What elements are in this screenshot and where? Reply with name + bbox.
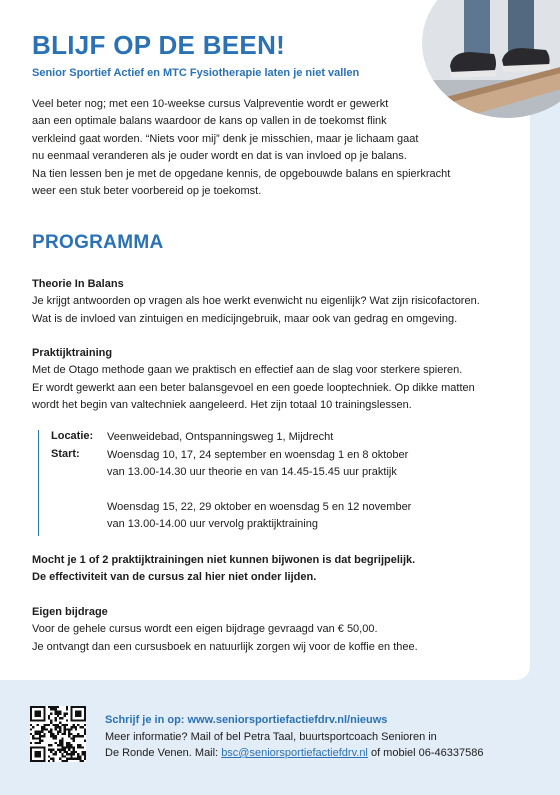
intro-line: nu eenmaal veranderen als je ouder wordt en dat is van invloed op je balans. <box>32 150 407 163</box>
second-dates <box>107 499 411 534</box>
intro-line: Veel beter nog; met een 10-weekse cursus Valpreventie wordt er gewerkt <box>32 98 389 110</box>
bijdrage-title: Eigen bijdrage <box>32 606 108 618</box>
start-line: van 13.00-14.30 uur theorie en van 14.45-15.45 uur praktijk <box>107 466 397 479</box>
intro-line: weer een stuk beter voorbereid op je toekomst. <box>32 185 262 198</box>
intro-paragraph <box>32 96 492 200</box>
theorie-section <box>32 276 522 328</box>
praktijk-section <box>32 345 522 415</box>
contact-prefix: De Ronde Venen. Mail: <box>105 747 222 759</box>
contact-suffix: of mobiel 06-46337586 <box>367 747 484 759</box>
page-subtitle: Senior Sportief Actief en MTC Fysiotherapie laten je niet vallen <box>32 67 360 79</box>
bijdrage-line: Je ontvangt dan een cursusboek en natuurlijk zorgen wij voor de koffie en thee. <box>32 640 418 653</box>
praktijk-line: Er wordt gewerkt aan een beter balansgevoel en een goede looptechniek. Op dikke matten <box>32 381 475 394</box>
start-label: Start: <box>51 448 80 460</box>
signup-link[interactable]: Schrijf je in op: www.seniorsportiefactiefdrv.nl/nieuws <box>105 714 388 726</box>
start-line: Woensdag 10, 17, 24 september en woensdag 1 en 8 oktober <box>107 449 409 461</box>
bijdrage-line: Voor de gehele cursus wordt een eigen bijdrage gevraagd van € 50,00. <box>32 623 378 636</box>
note-line: Mocht je 1 of 2 praktijktrainingen niet kunnen bijwonen is dat begrijpelijk. <box>32 554 416 566</box>
schedule-block <box>38 430 479 536</box>
bijdrage-section <box>32 604 522 656</box>
attendance-note <box>32 552 415 587</box>
footer-contact-line <box>105 745 483 762</box>
programma-heading: PROGRAMMA <box>32 232 164 253</box>
footer-contact <box>105 712 483 762</box>
page-title: BLIJF OP DE BEEN! <box>32 30 286 60</box>
qr-code[interactable] <box>30 706 86 762</box>
theorie-line: Je krijgt antwoorden op vragen als hoe werkt evenwicht nu eigenlijk? Wat zijn risicofactoren. <box>32 295 480 308</box>
locatie-label: Locatie: <box>51 430 94 442</box>
praktijk-title: Praktijktraining <box>32 347 113 359</box>
locatie-value: Veenweidebad, Ontspanningsweg 1, Mijdrecht <box>107 431 334 443</box>
praktijk-line: Met de Otago methode gaan we praktisch en effectief aan de slag voor sterkere spieren. <box>32 364 463 377</box>
note-line: De effectiviteit van de cursus zal hier niet onder lijden. <box>32 571 317 584</box>
theorie-title: Theorie In Balans <box>32 278 124 290</box>
second-line: Woensdag 15, 22, 29 oktober en woensdag 5 en 12 november <box>107 501 412 513</box>
intro-line: Na tien lessen ben je met de opgedane kennis, de opgebouwde balans en spierkracht <box>32 167 451 180</box>
email-link[interactable]: bsc@seniorsportiefactiefdrv.nl <box>221 747 368 759</box>
start-dates <box>107 447 408 482</box>
second-line: van 13.00-14.00 uur vervolg praktijktraining <box>107 518 318 531</box>
intro-line: verkleind gaat worden. “Niets voor mij” denk je misschien, maar je lichaam gaat <box>32 132 419 145</box>
praktijk-line: wordt het begin van valtechniek aangeleerd. Het zijn totaal 10 trainingslessen. <box>32 399 412 412</box>
intro-line: aan een optimale balans waardoor de kans op vallen in de toekomst flink <box>32 115 387 128</box>
footer-info-line: Meer informatie? Mail of bel Petra Taal, buurtsportcoach Senioren in <box>105 730 437 743</box>
theorie-line: Wat is de invloed van zintuigen en medicijngebruik, maar ook van gedrag en omgeving. <box>32 312 458 325</box>
